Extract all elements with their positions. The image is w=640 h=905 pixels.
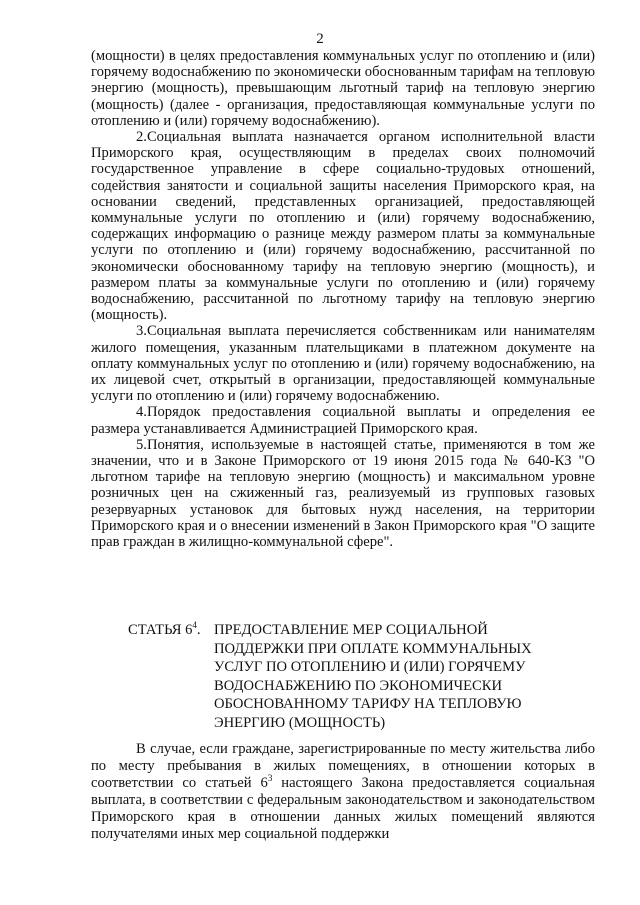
article-label: СТАТЬЯ 6: [128, 622, 193, 638]
article-title-line: ПРЕДОСТАВЛЕНИЕ МЕР СОЦИАЛЬНОЙ: [214, 622, 488, 638]
paragraph-continuation: (мощности) в целях предоставления коммунальных услуг по отоплению и (или) горячему водоснабжению по экономически обоснованным тарифам на тепловую энергию (мощность), превышающим льготный тариф на тепловую энергию (мощность) (далее - организация, предоставляющая коммунальные услуги по отоплению и (или) горячему водоснабжению).: [91, 48, 595, 129]
article-6-4-body: [91, 741, 595, 842]
article-title: [214, 621, 594, 733]
paragraph-2: 2.Социальная выплата назначается органом исполнительной власти Приморского края, осуществляющим в пределах своих полномочий государственное управление в сфере социально-трудовых отношений, содействия занятости и социальной защиты населения Приморского края, на основании сведений, представленных организацией, предоставляющей коммунальные услуги по отоплению и (или) горячему водоснабжению, содержащих информацию о разнице между размером платы за коммунальные услуги по отоплению и (или) горячему водоснабжению, рассчитанной по экономически обоснованному тарифу на тепловую энергию (мощность), и размером платы за коммунальные услуги по отоплению и (или) горячему водоснабжению, рассчитанной по льготному тарифу на тепловую энергию (мощность).: [91, 129, 595, 324]
paragraph-5: 5.Понятия, используемые в настоящей статье, применяются в том же значении, что и в Законе Приморского от 19 июня 2015 года № 640-КЗ "О льготном тарифе на тепловую энергию (мощность) и максимальном уровне розничных цен на сжиженный газ, реализуемый из групповых газовых резервуарных установок для бытовых нужд населения, на территории Приморского края и о внесении изменений в Закон Приморского края "О защите прав граждан в жилищно-коммунальной сфере".: [91, 436, 595, 551]
paragraph-final: [91, 741, 595, 842]
paragraph-3: 3.Социальная выплата перечисляется собственникам или нанимателям жилого помещения, указанным плательщиками в платежном документе на оплату коммунальных услуг по отоплению и (или) горячему водоснабжению, на их лицевой счет, открытый в организации, предоставляющей коммунальные услуги по отоплению и (или) горячему водоснабжению.: [91, 323, 595, 405]
article-title-line: ОБОСНОВАННОМУ ТАРИФУ НА ТЕПЛОВУЮ: [214, 696, 522, 713]
article-body: [91, 48, 595, 550]
article-superscript: 4: [192, 620, 197, 631]
paragraph-4: 4.Порядок предоставления социальной выплаты и определения ее размера устанавливается Администрацией Приморского края.: [91, 404, 595, 437]
article-title-line: ВОДОСНАБЖЕНИЮ ПО ЭКОНОМИЧЕСКИ: [214, 677, 503, 694]
page-number: 2: [316, 31, 324, 47]
article-suffix: .: [196, 622, 201, 638]
article-title-line: ПОДДЕРЖКИ ПРИ ОПЛАТЕ КОММУНАЛЬНЫХ: [214, 640, 532, 657]
article-title-line: ЭНЕРГИЮ (МОЩНОСТЬ): [214, 714, 386, 731]
final-superscript: 3: [267, 772, 273, 783]
final-text-part-2: настоящего Закона предоставляется социальная выплата, в соответствии с федеральным законодательством и законодательством Приморского края в отношении данных жилых помещений являются получателями иных мер социальной поддержки: [91, 774, 595, 842]
final-text-part-1: В случае, если граждане, зарегистрированные по месту жительства либо по месту пребывания в жилых помещениях, в отношении которых в соответствии со статьей 6: [91, 741, 595, 791]
article-title-line: УСЛУГ ПО ОТОПЛЕНИЮ И (ИЛИ) ГОРЯЧЕМУ: [214, 659, 526, 676]
article-heading: [128, 621, 608, 733]
article-number: [128, 621, 201, 640]
